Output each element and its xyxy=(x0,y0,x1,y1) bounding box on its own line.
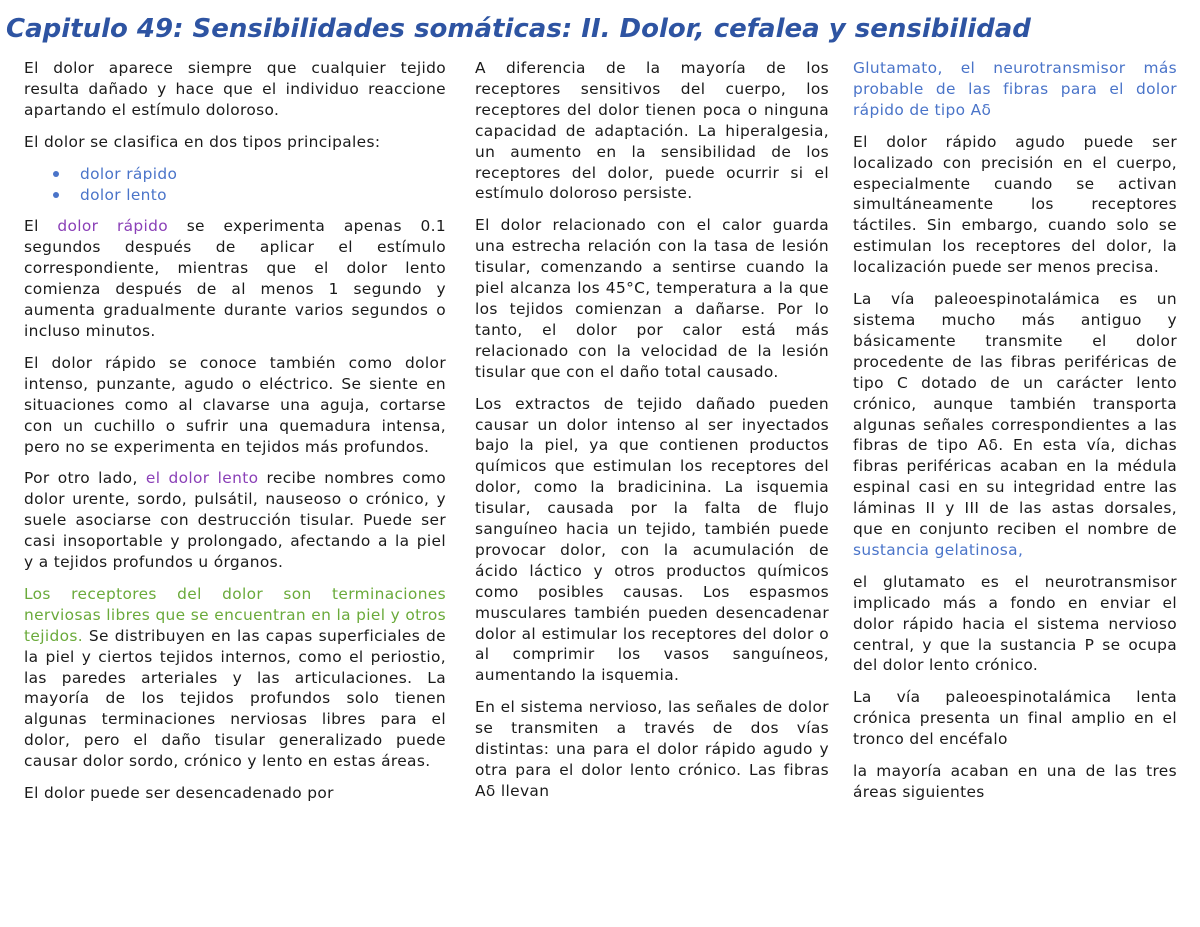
paragraph xyxy=(24,468,446,573)
list-item: dolor rápido xyxy=(80,164,446,185)
page-title: Capitulo 49: Sensibilidades somáticas: II. Dolor, cefalea y sensibilidad xyxy=(6,14,1031,44)
paragraph: A diferencia de la mayoría de los receptores sensitivos del cuerpo, los receptores del dolor tienen poca o ninguna capacidad de adaptación. La hiperalgesia, un aumento en la sensibilidad de los receptores del dolor, puede ocurrir si el estímulo doloroso persiste. xyxy=(475,59,829,203)
highlight-glutamate-heading: Glutamato, el neurotransmisor más probable de las fibras para el dolor rápido de tipo Aδ xyxy=(853,59,1177,119)
paragraph: Los extractos de tejido dañado pueden causar un dolor intenso al ser inyectados bajo la piel, ya que contienen productos químicos que estimulan los receptores del dolor, como la bradicinina. La isquemia tisular, causada por la falta de flujo sanguíneo hacia un tejido, también puede provocar dolor, con la acumulación de ácido láctico y otros productos químicos como posibles causas. Los espasmos musculares también pueden desencadenar dolor al estimular los receptores del dolor o al comprimir los vasos sanguíneos, aumentando la isquemia. xyxy=(475,394,829,685)
column-right xyxy=(853,58,1177,904)
paragraph: El dolor rápido se conoce también como dolor intenso, punzante, agudo o eléctrico. Se siente en situaciones como al clavarse una aguja, cortarse con un cuchillo o sufrir una quemadura intensa, pero no se experimenta en tejidos más profundos. xyxy=(24,353,446,456)
list-item: dolor lento xyxy=(80,185,446,206)
highlight-gelatinous-substance: sustancia gelatinosa, xyxy=(853,540,1024,559)
text-run: La vía paleoespinotalámica es un sistema mucho más antiguo y básicamente transmite el dolor procedente de las fibras periféricas de tipo C dotado de un carácter lento crónico, aunque también transporta algunas señales correspondientes a las fibras de tipo Aδ. En esta vía, dichas fibras periféricas acaban en la médula espinal casi en su integridad entre las láminas II y III de las astas dorsales, que en conjunto reciben el nombre de xyxy=(853,290,1177,539)
paragraph: En el sistema nervioso, las señales de dolor se transmiten a través de dos vías distintas: una para el dolor rápido agudo y otra para el dolor lento crónico. Las fibras Aδ llevan xyxy=(475,698,829,800)
text-run: Se distribuyen en las capas superficiales de la piel y ciertos tejidos internos, como el periostio, las paredes arteriales y las articulaciones. La mayoría de los tejidos profundos solo tienen algunas terminaciones nerviosas libres para el dolor, pero el daño tisular generalizado puede causar dolor sordo, crónico y lento en estas áreas. xyxy=(24,626,446,771)
paragraph: El dolor se clasifica en dos tipos principales: xyxy=(24,132,381,151)
paragraph xyxy=(24,216,446,341)
highlight-fast-pain: dolor rápido xyxy=(57,217,169,236)
paragraph: El dolor rápido agudo puede ser localizado con precisión en el cuerpo, especialmente cuando se activan simultáneamente los receptores táctiles. Sin embargo, cuando solo se estimulan los receptores del dolor, la localización puede ser menos precisa. xyxy=(853,132,1177,277)
highlight-slow-pain: el dolor lento xyxy=(145,469,259,488)
text-run: Por otro lado, xyxy=(24,469,146,488)
paragraph xyxy=(853,289,1177,561)
highlight-receptors: Los receptores del dolor son terminaciones nerviosas libres que se encuentran en la piel y otros tejidos. xyxy=(24,584,446,645)
text-run: El xyxy=(24,217,58,236)
pain-types-list xyxy=(24,164,446,206)
paragraph xyxy=(24,584,446,772)
paragraph: el glutamato es el neurotransmisor implicado más a fondo en enviar el dolor rápido hacia el sistema nervioso central, y que la sustancia P se ocupa del dolor lento crónico. xyxy=(853,572,1177,675)
column-middle xyxy=(475,58,829,904)
paragraph: El dolor puede ser desencadenado por xyxy=(24,784,334,803)
text-run: recibe nombres como dolor urente, sordo, pulsátil, nauseoso o crónico, y suele asociarse con destrucción tisular. Puede ser casi insoportable y prolongado, afectando a la piel y a tejidos profundos u órganos. xyxy=(24,469,446,572)
paragraph: El dolor aparece siempre que cualquier tejido resulta dañado y hace que el individuo reaccione apartando el estímulo doloroso. xyxy=(24,59,446,119)
paragraph: El dolor relacionado con el calor guarda una estrecha relación con la tasa de lesión tisular, comenzando a sentirse cuando la piel alcanza los 45°C, temperatura a la que los tejidos comienzan a dañarse. Por lo tanto, el dolor por calor está más relacionado con la velocidad de la lesión tisular que con el daño total causado. xyxy=(475,216,829,381)
paragraph: La vía paleoespinotalámica lenta crónica presenta un final amplio en el tronco del encéfalo xyxy=(853,688,1177,749)
text-run: se experimenta apenas 0.1 segundos después de aplicar el estímulo correspondiente, mientras que el dolor lento comienza después de al menos 1 segundo y aumenta gradualmente durante varios segundos o incluso minutos. xyxy=(24,217,446,340)
column-left xyxy=(24,58,446,904)
paragraph: la mayoría acaban en una de las tres áreas siguientes xyxy=(853,762,1177,801)
